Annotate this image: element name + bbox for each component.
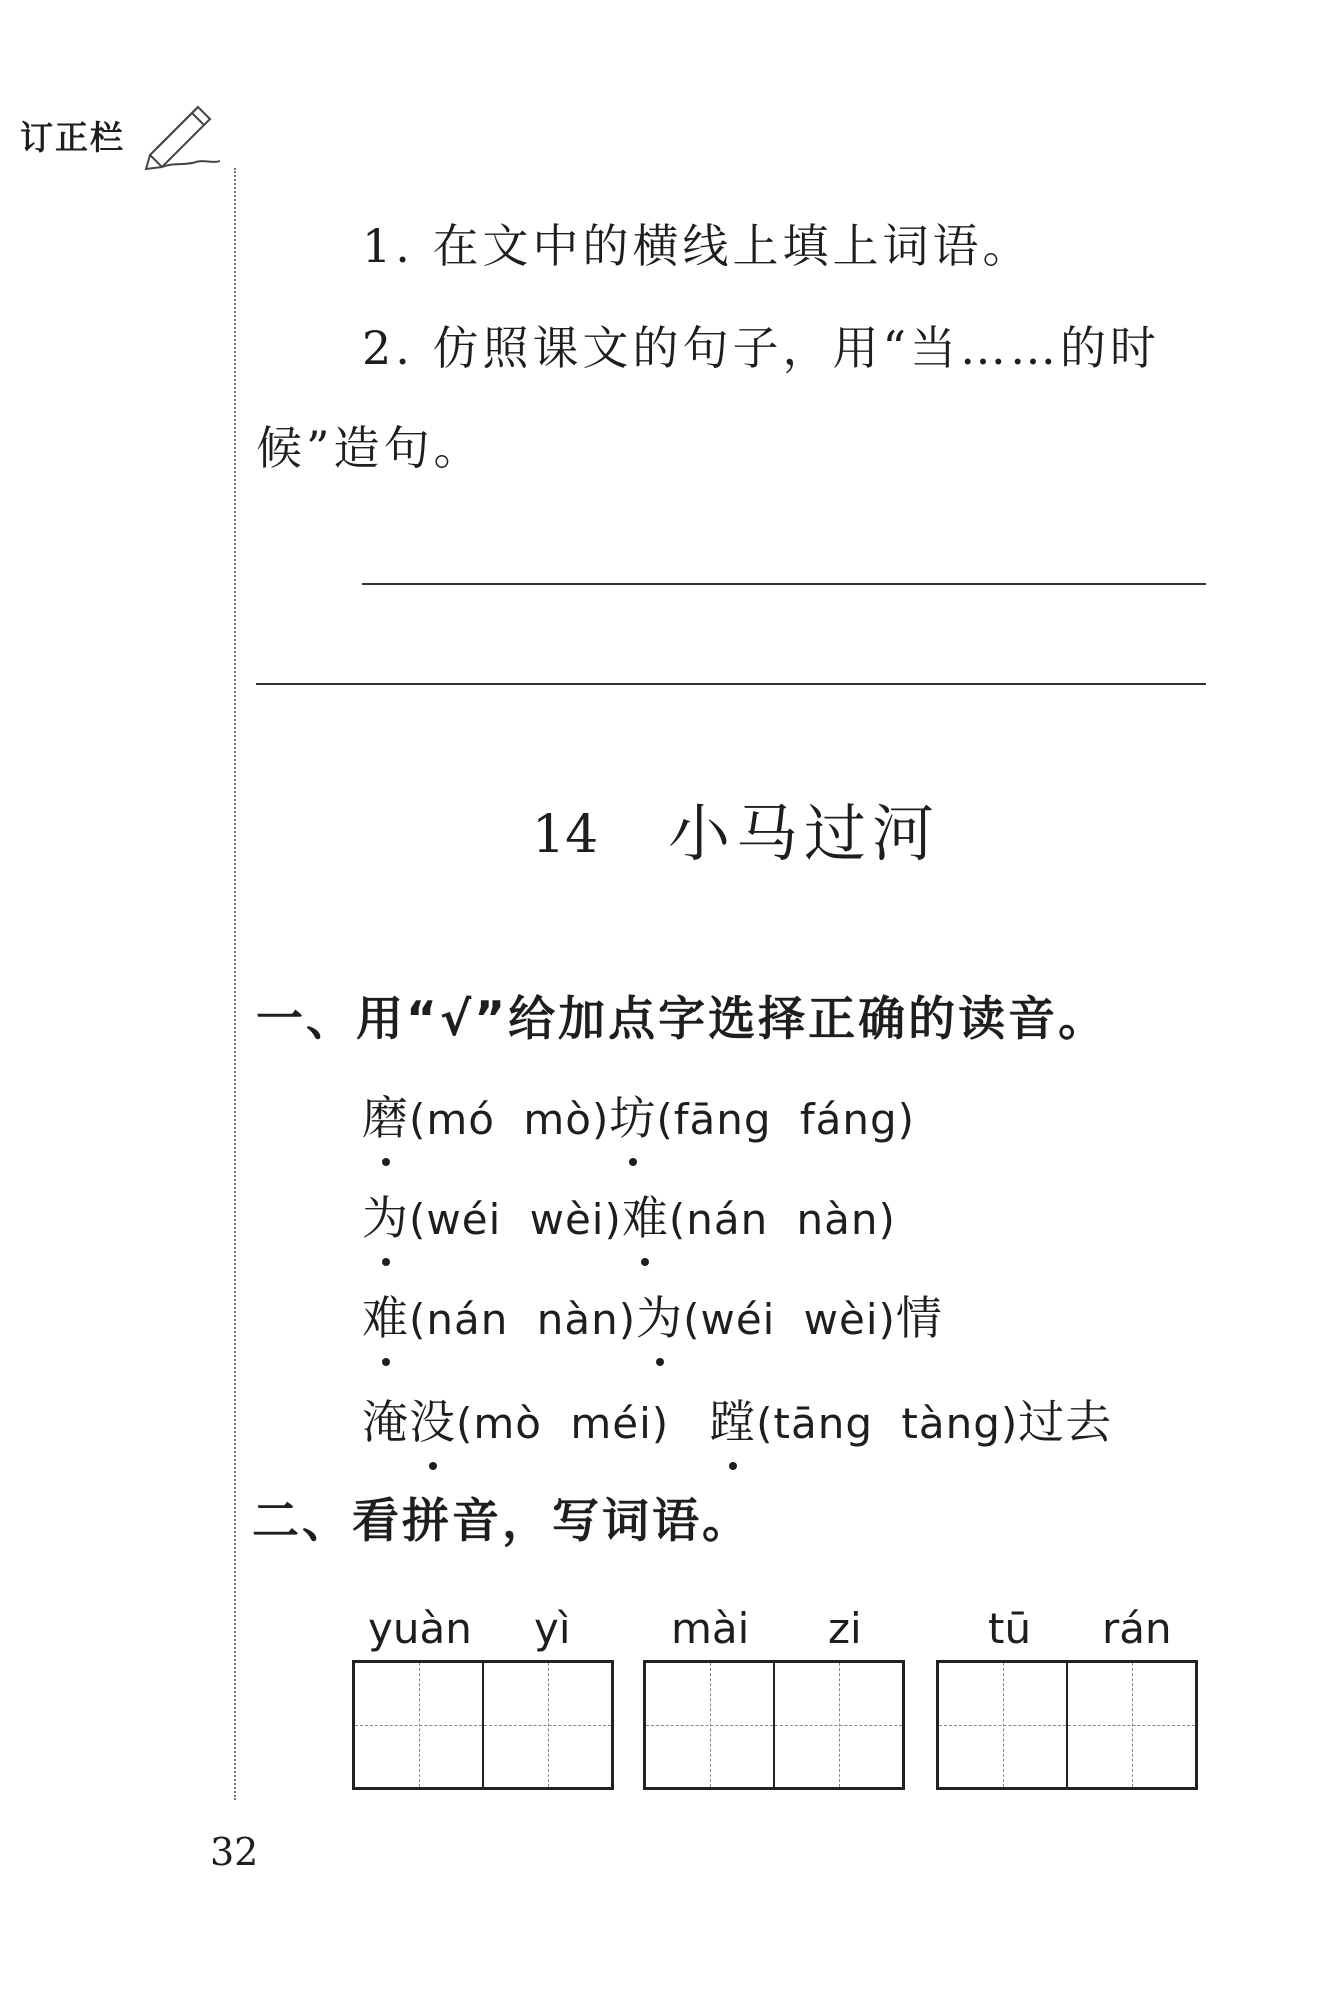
- pinyin-options[interactable]: (wéi wèi): [409, 1195, 622, 1244]
- pinyin-label: zi: [828, 1604, 862, 1653]
- pinyin-options[interactable]: (mò méi): [456, 1399, 670, 1448]
- answer-line[interactable]: [256, 683, 1206, 685]
- writing-cell[interactable]: [1066, 1663, 1195, 1787]
- pronunciation-row: [362, 1288, 943, 1350]
- pinyin-label: tū: [988, 1604, 1032, 1653]
- dotted-character: 难: [362, 1288, 409, 1348]
- pinyin-label: rán: [1102, 1604, 1172, 1653]
- lesson-number: 14: [532, 805, 599, 865]
- pinyin-label: mài: [671, 1604, 750, 1653]
- pinyin-options[interactable]: (nán nàn): [668, 1195, 896, 1244]
- pencil-icon: [140, 100, 220, 170]
- margin-divider: [234, 168, 236, 1800]
- dotted-character: 磨: [362, 1088, 409, 1148]
- question-2-line-1: 2. 仿照课文的句子，用“当……的时: [362, 321, 1161, 375]
- pronunciation-row: [362, 1188, 896, 1250]
- page-number: 32: [210, 1830, 259, 1874]
- pronunciation-row: [362, 1088, 915, 1150]
- pinyin-options[interactable]: (tāng tàng): [756, 1399, 1019, 1448]
- writing-cell[interactable]: [646, 1663, 773, 1787]
- word-character: 淹: [362, 1395, 409, 1449]
- pinyin-options[interactable]: (mó mò): [409, 1095, 610, 1144]
- question-2-line-2: 候”造句。: [256, 421, 484, 475]
- word-character: 过去: [1018, 1395, 1113, 1449]
- dotted-character: 没: [409, 1392, 456, 1452]
- answer-line[interactable]: [362, 583, 1206, 585]
- pronunciation-row: [362, 1392, 1112, 1454]
- pinyin-label: yuàn: [368, 1604, 472, 1653]
- writing-cell[interactable]: [939, 1663, 1066, 1787]
- writing-grid: [352, 1660, 614, 1790]
- pinyin-options[interactable]: (fāng fáng): [656, 1095, 916, 1144]
- word-character: 情: [895, 1291, 943, 1345]
- pinyin-options[interactable]: (nán nàn): [409, 1295, 637, 1344]
- pinyin-options[interactable]: (wéi wèi): [683, 1295, 896, 1344]
- correction-column-label: 订正栏: [20, 118, 125, 157]
- dotted-character: 坊: [609, 1088, 656, 1148]
- writing-grid: [643, 1660, 905, 1790]
- question-1: 1. 在文中的横线上填上词语。: [362, 219, 1033, 273]
- dotted-character: 为: [636, 1288, 683, 1348]
- writing-grid: [936, 1660, 1198, 1790]
- writing-cell[interactable]: [355, 1663, 482, 1787]
- writing-cell[interactable]: [482, 1663, 611, 1787]
- dotted-character: 难: [622, 1188, 669, 1248]
- section-2-heading: 二、看拼音，写词语。: [252, 1494, 752, 1549]
- lesson-title: 小马过河: [668, 797, 941, 870]
- section-1-heading: 一、用“√”给加点字选择正确的读音。: [256, 992, 1109, 1047]
- writing-cell[interactable]: [773, 1663, 902, 1787]
- pinyin-label: yì: [534, 1604, 571, 1653]
- dotted-character: 蹚: [709, 1392, 756, 1452]
- dotted-character: 为: [362, 1188, 409, 1248]
